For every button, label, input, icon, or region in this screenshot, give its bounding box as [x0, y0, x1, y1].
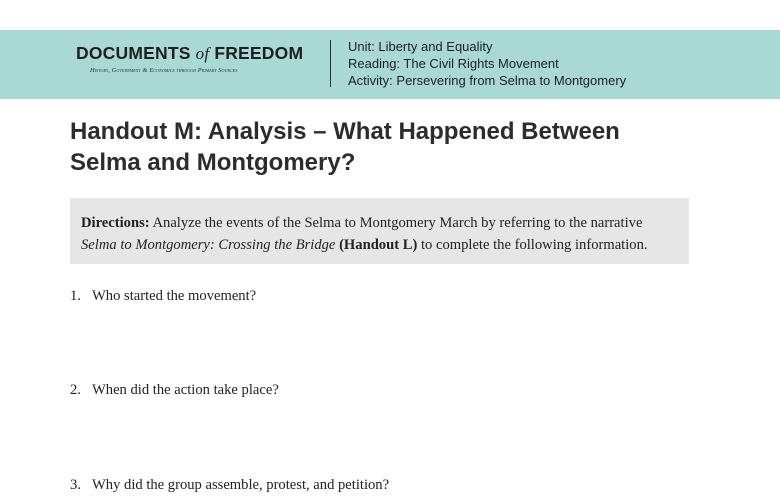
- question-2: [70, 381, 279, 399]
- directions-text-before: Analyze the events of the Selma to Montgomery March by referring to the narrative: [149, 215, 643, 231]
- logo-subtitle: History, Government & Economics through Primary Sources: [90, 67, 238, 74]
- directions-box: [70, 198, 689, 264]
- question-number: 3.: [70, 477, 81, 493]
- question-1: [70, 287, 256, 305]
- question-text: When did the action take place?: [92, 382, 279, 398]
- unit-info: [348, 38, 626, 89]
- activity-label: Activity: Persevering from Selma to Montgomery: [348, 73, 627, 88]
- logo-title-freedom: FREEDOM: [214, 43, 304, 63]
- unit-label: Unit: Liberty and Equality: [348, 39, 493, 54]
- header-band: [0, 30, 780, 99]
- handout-title: Handout M: Analysis – What Happened Between Selma and Montgomery?: [70, 118, 620, 176]
- question-number: 2.: [70, 382, 81, 398]
- question-number: 1.: [70, 288, 81, 304]
- question-text: Why did the group assemble, protest, and petition?: [92, 477, 390, 493]
- documents-of-freedom-logo: [76, 42, 318, 74]
- logo-title: [76, 42, 318, 65]
- question-text: Who started the movement?: [92, 288, 257, 304]
- question-3: [70, 476, 389, 494]
- narrative-title: Selma to Montgomery: Crossing the Bridge: [81, 237, 336, 253]
- directions-text-after: to complete the following information.: [417, 237, 648, 253]
- directions-label: Directions:: [81, 215, 150, 231]
- logo-title-of: of: [195, 44, 210, 63]
- logo-title-documents: DOCUMENTS: [76, 43, 191, 63]
- handout-reference: (Handout L): [335, 237, 418, 253]
- header-divider: [330, 40, 331, 87]
- reading-label: Reading: The Civil Rights Movement: [348, 56, 559, 71]
